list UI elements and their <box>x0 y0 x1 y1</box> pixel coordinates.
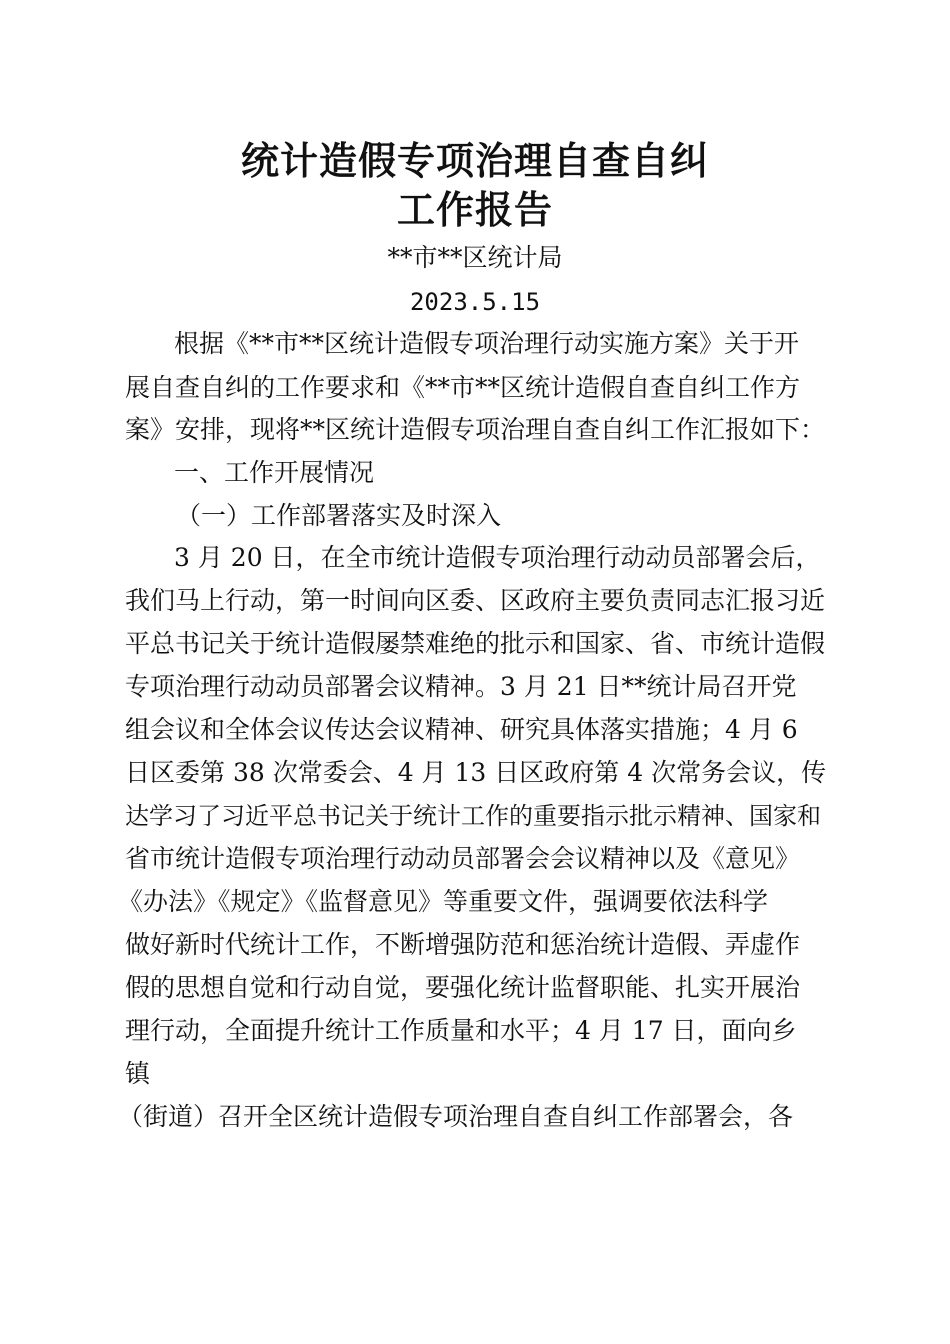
paragraph-line: 根据《**市**区统计造假专项治理行动实施方案》关于开 <box>174 329 800 358</box>
paragraph-line: 展自查自纠的工作要求和《**市**区统计造假自查自纠工作方 <box>125 373 801 402</box>
paragraph-line: 省市统计造假专项治理行动动员部署会会议精神以及《意见》 <box>125 844 801 873</box>
paragraph-line: 平总书记关于统计造假屡禁难绝的批示和国家、省、市统计造假 <box>125 629 826 658</box>
paragraph-line: 日区委第 38 次常委会、4 月 13 日区政府第 4 次常务会议，传 <box>125 758 827 787</box>
paragraph-line: 理行动，全面提升统计工作质量和水平；4 月 17 日，面向乡 <box>125 1016 797 1045</box>
report-date: 2023.5.15 <box>409 288 541 316</box>
paragraph-line: 专项治理行动动员部署会议精神。3 月 21 日**统计局召开党 <box>125 672 797 701</box>
paragraph-line: （街道）召开全区统计造假专项治理自查自纠工作部署会，各 <box>118 1102 794 1131</box>
report-title-line-2: 工作报告 <box>396 187 553 232</box>
paragraph-line: 假的思想自觉和行动自觉，要强化统计监督职能、扎实开展治 <box>125 973 801 1002</box>
subsection-heading: （一）工作部署落实及时深入 <box>176 501 502 530</box>
paragraph-line: 组会议和全体会议传达会议精神、研究具体落实措施；4 月 6 <box>125 715 798 744</box>
report-author: **市**区统计局 <box>387 243 563 272</box>
paragraph-line: 达学习了习近平总书记关于统计工作的重要指示批示精神、国家和 <box>125 802 821 830</box>
report-title-line-1: 统计造假专项治理自查自纠 <box>240 138 709 183</box>
paragraph-line: 3 月 20 日，在全市统计造假专项治理行动动员部署会后， <box>174 543 821 572</box>
paragraph-line: 镇 <box>125 1059 151 1088</box>
paragraph-line: 《办法》《规定》《监督意见》等重要文件，强调要依法科学 <box>118 887 769 916</box>
paragraph-line: 我们马上行动，第一时间向区委、区政府主要负责同志汇报习近 <box>125 586 826 615</box>
paragraph-line: 做好新时代统计工作，不断增强防范和惩治统计造假、弄虚作 <box>125 930 801 959</box>
paragraph-line: 案》安排，现将**区统计造假专项治理自查自纠工作汇报如下： <box>125 415 826 444</box>
section-heading: 一、工作开展情况 <box>174 458 375 487</box>
